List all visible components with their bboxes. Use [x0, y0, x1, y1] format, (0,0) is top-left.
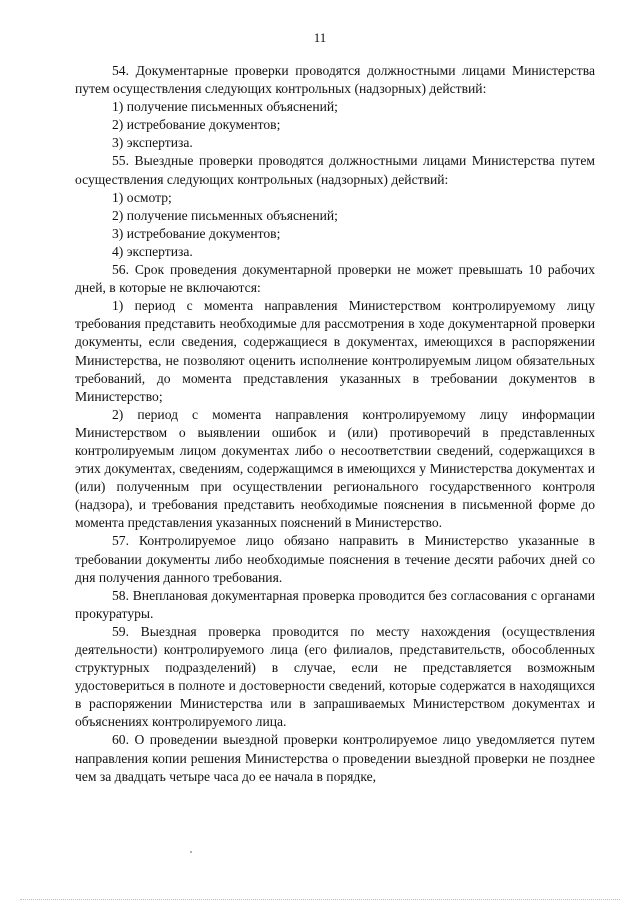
scan-speck	[190, 851, 192, 853]
paragraph-55: 55. Выездные проверки проводятся должностными лицами Министерства путем осуществления следующих контрольных (надзорных) действий:	[75, 153, 595, 187]
list-item-54-3: 3) экспертиза.	[112, 135, 193, 151]
list-item-54-1: 1) получение письменных объяснений;	[112, 99, 338, 115]
list-item-55-3: 3) истребование документов;	[112, 225, 281, 241]
scan-edge-line	[20, 899, 620, 900]
list-item-55-2: 2) получение письменных объяснений;	[112, 207, 338, 223]
paragraph-58: 58. Внеплановая документарная проверка проводится без согласования с органами прокуратуры.	[75, 587, 595, 621]
list-item-56-2: 2) период с момента направления контролируемому лицу информации Министерством о выявлении ошибок и (или) противоречий в представленных контролируемым лицом документах либо о несоответствии сведений, содержащихся в этих документах, сведениям, содержащимся в имеющихся у Министерства документах и (или) полученным при осуществлении регионального государственного контроля (надзора), и требования представить необходимые пояснения в письменной форме до момента представления указанных пояснений в Министерство.	[75, 406, 595, 531]
document-body	[75, 62, 595, 786]
page-number: 11	[313, 30, 327, 45]
list-item-54-2: 2) истребование документов;	[112, 117, 281, 133]
paragraph-60: 60. О проведении выездной проверки контролируемое лицо уведомляется путем направления копии решения Министерства о проведении выездной проверки не позднее чем за двадцать четыре часа до ее начала в порядке,	[75, 732, 595, 784]
paragraph-57: 57. Контролируемое лицо обязано направить в Министерство указанные в требовании документы либо необходимые пояснения в течение десяти рабочих дней со дня получения данного требования.	[75, 533, 595, 585]
list-item-55-1: 1) осмотр;	[112, 189, 172, 205]
paragraph-56: 56. Срок проведения документарной проверки не может превышать 10 рабочих дней, в которые не включаются:	[75, 262, 595, 296]
paragraph-59: 59. Выездная проверка проводится по месту нахождения (осуществления деятельности) контролируемого лица (его филиалов, представительств, обособленных структурных подразделений) в случае, если не представляется возможным удостовериться в полноте и достоверности сведений, которые содержатся в находящихся в распоряжении Министерства или в запрашиваемых Министерством документах и объяснениях контролируемого лица.	[75, 623, 595, 730]
list-item-56-1: 1) период с момента направления Министерством контролируемому лицу требования представить необходимые для рассмотрения в ходе документарной проверки документы, если сведения, содержащиеся в документах, имеющихся в распоряжении Министерства, не позволяют оценить исполнение контролируемым лицом обязательных требований, до момента представления указанных в требовании документов в Министерство;	[75, 298, 595, 404]
paragraph-54: 54. Документарные проверки проводятся должностными лицами Министерства путем осуществления следующих контрольных (надзорных) действий:	[75, 63, 595, 97]
list-item-55-4: 4) экспертиза.	[112, 243, 193, 259]
